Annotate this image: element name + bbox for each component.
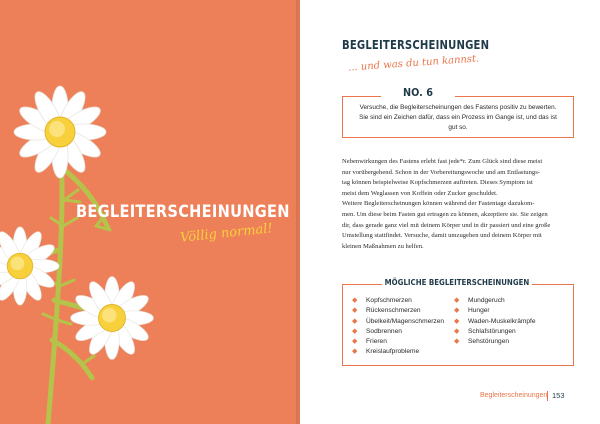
tip-box-label: NO. 6 — [381, 86, 455, 99]
tip-line: Sie sind ein Zeichen dafür, dass ein Prozess im Gange ist, und das ist — [359, 114, 557, 121]
symptoms-box-label: MÖGLICHE BEGLEITERSCHEINUNGEN — [382, 278, 532, 287]
list-item-label: Hunger — [468, 307, 490, 315]
list-item — [454, 317, 536, 327]
left-page-title: BEGLEITERSCHEINUNGEN — [76, 202, 290, 222]
tip-box — [342, 96, 574, 138]
list-item-label: Mundgeruch — [468, 297, 505, 304]
list-item — [454, 306, 536, 316]
list-item — [352, 306, 444, 316]
symptoms-list-left — [352, 296, 444, 358]
list-item — [352, 317, 444, 327]
body-line: tag können beispielweise Kopfschmerzen auftreten. Dieses Symptom ist — [342, 179, 533, 187]
list-item — [454, 337, 536, 347]
diamond-bullet-icon: ◆ — [352, 297, 358, 304]
body-line: Umstellung stattfindet. Versuche, damit umzugehen und deinem Körper mit — [342, 232, 542, 240]
tip-line: gut so. — [448, 124, 468, 131]
body-line: Nebenwirkungen des Fastens erlebt fast jede*r. Zum Glück sind diese meist — [342, 158, 543, 165]
list-item-label: Rückenschmerzen — [366, 307, 421, 315]
chamomile-flower-middle — [0, 227, 59, 305]
list-item — [352, 337, 444, 347]
body-line: nur vorübergehend. Schon in der Vorbereitungswoche und am Entlastungs- — [342, 168, 540, 176]
diamond-bullet-icon: ◆ — [454, 317, 460, 325]
list-item-label: Übelkeit/Magenschmerzen — [366, 317, 445, 325]
tip-line: Versuche, die Begleiterscheinungen des Fastens positiv zu bewerten. — [359, 104, 557, 111]
section-script-subheading: ... und was du tun kannst. — [347, 53, 480, 74]
diamond-bullet-icon: ◆ — [352, 348, 358, 356]
body-line: Weitere Begleiterscheinungen können während der Fastentage dazukom- — [342, 200, 535, 208]
list-item-label: Waden-Muskelkrämpfe — [468, 317, 536, 325]
body-text — [342, 157, 574, 252]
chamomile-flower-bottom — [71, 277, 154, 360]
chamomile-flower-top — [14, 86, 106, 178]
list-item — [454, 327, 536, 337]
list-item — [454, 296, 536, 306]
body-line: men. Um diese beim Fasten gut ertragen zu können, akzeptiere sie. Sie zeigen — [342, 210, 548, 218]
footer-divider — [547, 391, 548, 401]
right-page — [300, 0, 600, 424]
section-heading: BEGLEITERSCHEINUNGEN — [342, 38, 490, 52]
list-item-label: Kopfschmerzen — [366, 297, 412, 304]
body-line: dir, dass gerade ganz viel mit deinem Körper und in dir passiert und eine große — [342, 221, 551, 229]
left-page-subtitle: Völlig normal! — [179, 221, 274, 246]
diamond-bullet-icon: ◆ — [454, 338, 460, 346]
diamond-bullet-icon: ◆ — [352, 307, 358, 315]
diamond-bullet-icon: ◆ — [454, 297, 460, 304]
diamond-bullet-icon: ◆ — [352, 317, 358, 325]
list-item-label: Sodbrennen — [366, 327, 402, 335]
list-item-label: Kreislaufprobleme — [366, 348, 420, 356]
footer-section-label: Begleiterscheinungen — [480, 392, 548, 399]
list-item-label: Schlafstörungen — [468, 327, 516, 335]
body-line: meist dem Weglassen von Koffein oder Zucker geschuldet. — [342, 189, 498, 197]
list-item — [352, 296, 444, 306]
symptoms-list-right — [454, 296, 536, 347]
list-item-label: Sehstörungen — [468, 338, 510, 346]
list-item — [352, 327, 444, 337]
page-number: 153 — [552, 391, 565, 400]
diamond-bullet-icon: ◆ — [352, 327, 358, 335]
tip-box-text — [349, 103, 567, 133]
diamond-bullet-icon: ◆ — [454, 327, 460, 335]
diamond-bullet-icon: ◆ — [352, 338, 358, 346]
diamond-bullet-icon: ◆ — [454, 307, 460, 315]
list-item — [352, 347, 444, 357]
list-item-label: Frieren — [366, 338, 387, 346]
body-line: kleinen Maßnahmen zu helfen. — [342, 242, 424, 250]
